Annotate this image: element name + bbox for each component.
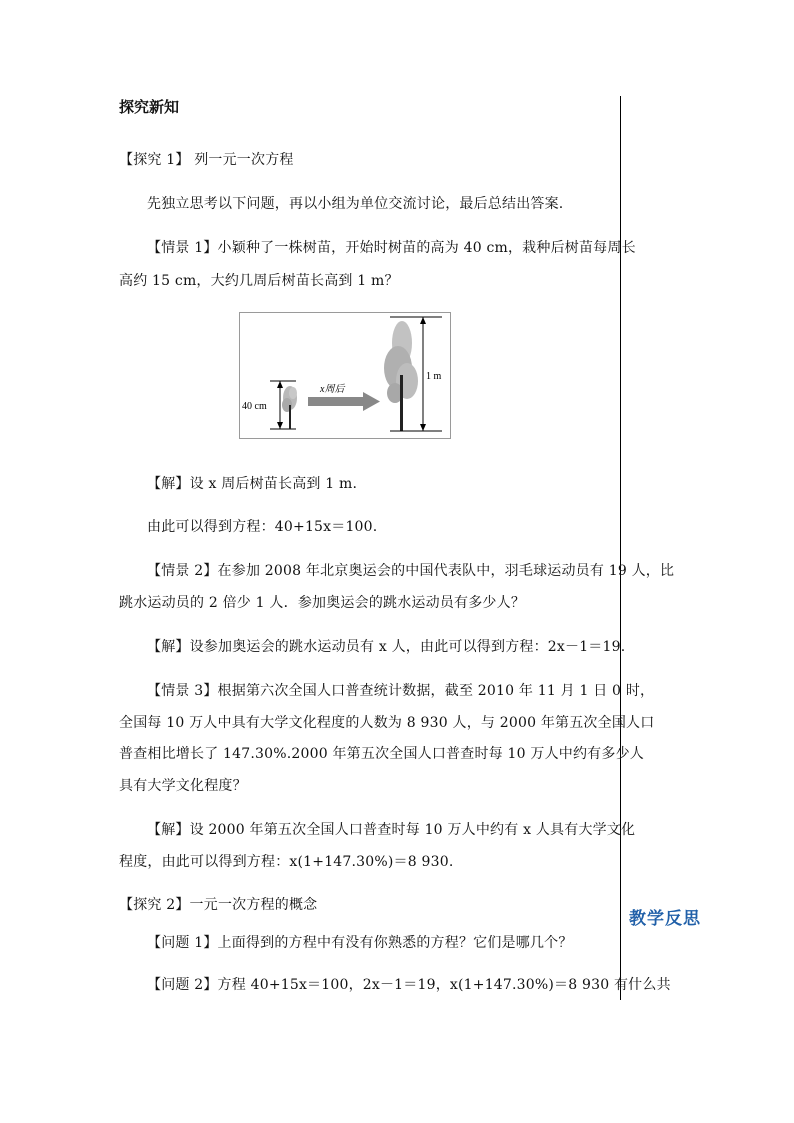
scenario3-line4: 具有大学文化程度？ — [119, 778, 247, 794]
small-tree-icon — [282, 386, 297, 429]
section-title: 探究新知 — [119, 98, 180, 116]
explore1-intro: 先独立思考以下问题，再以小组为单位交流讨论，最后总结出答案. — [147, 196, 564, 212]
scenario3-line3: 普查相比增长了 147.30%.2000 年第五次全国人口普查时每 10 万人中约有多少人 — [119, 746, 644, 762]
scenario2-line2: 跳水运动员的 2 倍少 1 人．参加奥运会的跳水运动员有多少人？ — [119, 595, 526, 611]
scenario1-line1: 【情景 1】小颖种了一株树苗，开始时树苗的高为 40 cm，栽种后树苗每周长 — [147, 240, 636, 256]
explore2-question1: 【问题 1】上面得到的方程中有没有你熟悉的方程？它们是哪几个？ — [147, 935, 573, 951]
arrow-label: x周后 — [320, 384, 345, 395]
sidebar-title: 教学反思 — [629, 909, 701, 929]
scenario3-solution-line1: 【解】设 2000 年第五次全国人口普查时每 10 万人中约有 x 人具有大学文化 — [147, 822, 636, 838]
explore2-title: 【探究 2】一元一次方程的概念 — [119, 897, 318, 913]
explore1-title: 【探究 1】 列一元一次方程 — [119, 152, 294, 168]
left-height-label: 40 cm — [242, 401, 267, 412]
large-tree-icon — [384, 321, 418, 431]
scenario3-line1: 【情景 3】根据第六次全国人口普查统计数据，截至 2010 年 11 月 1 日 0 时， — [147, 683, 655, 699]
column-divider — [620, 96, 621, 1000]
scenario2-solution: 【解】设参加奥运会的跳水运动员有 x 人，由此可以得到方程：2x－1＝19. — [147, 639, 626, 655]
right-height-label: 1 m — [426, 371, 442, 382]
tree-growth-figure — [239, 312, 451, 439]
scenario3-solution-line2: 程度，由此可以得到方程：x(1+147.30%)＝8 930. — [119, 854, 454, 870]
scenario3-line2: 全国每 10 万人中具有大学文化程度的人数为 8 930 人，与 2000 年第五次全国人口 — [119, 715, 655, 731]
explore2-question2: 【问题 2】方程 40+15x＝100，2x－1＝19，x(1+147.30%)＝8 930 有什么共 — [147, 977, 671, 993]
scenario1-line2: 高约 15 cm，大约几周后树苗长高到 1 m？ — [119, 273, 399, 289]
scenario2-line1: 【情景 2】在参加 2008 年北京奥运会的中国代表队中，羽毛球运动员有 19 人，比 — [147, 563, 675, 579]
scenario1-solution-line2: 由此可以得到方程：40+15x＝100. — [147, 519, 378, 535]
scenario1-solution-line1: 【解】设 x 周后树苗长高到 1 m. — [147, 476, 358, 492]
